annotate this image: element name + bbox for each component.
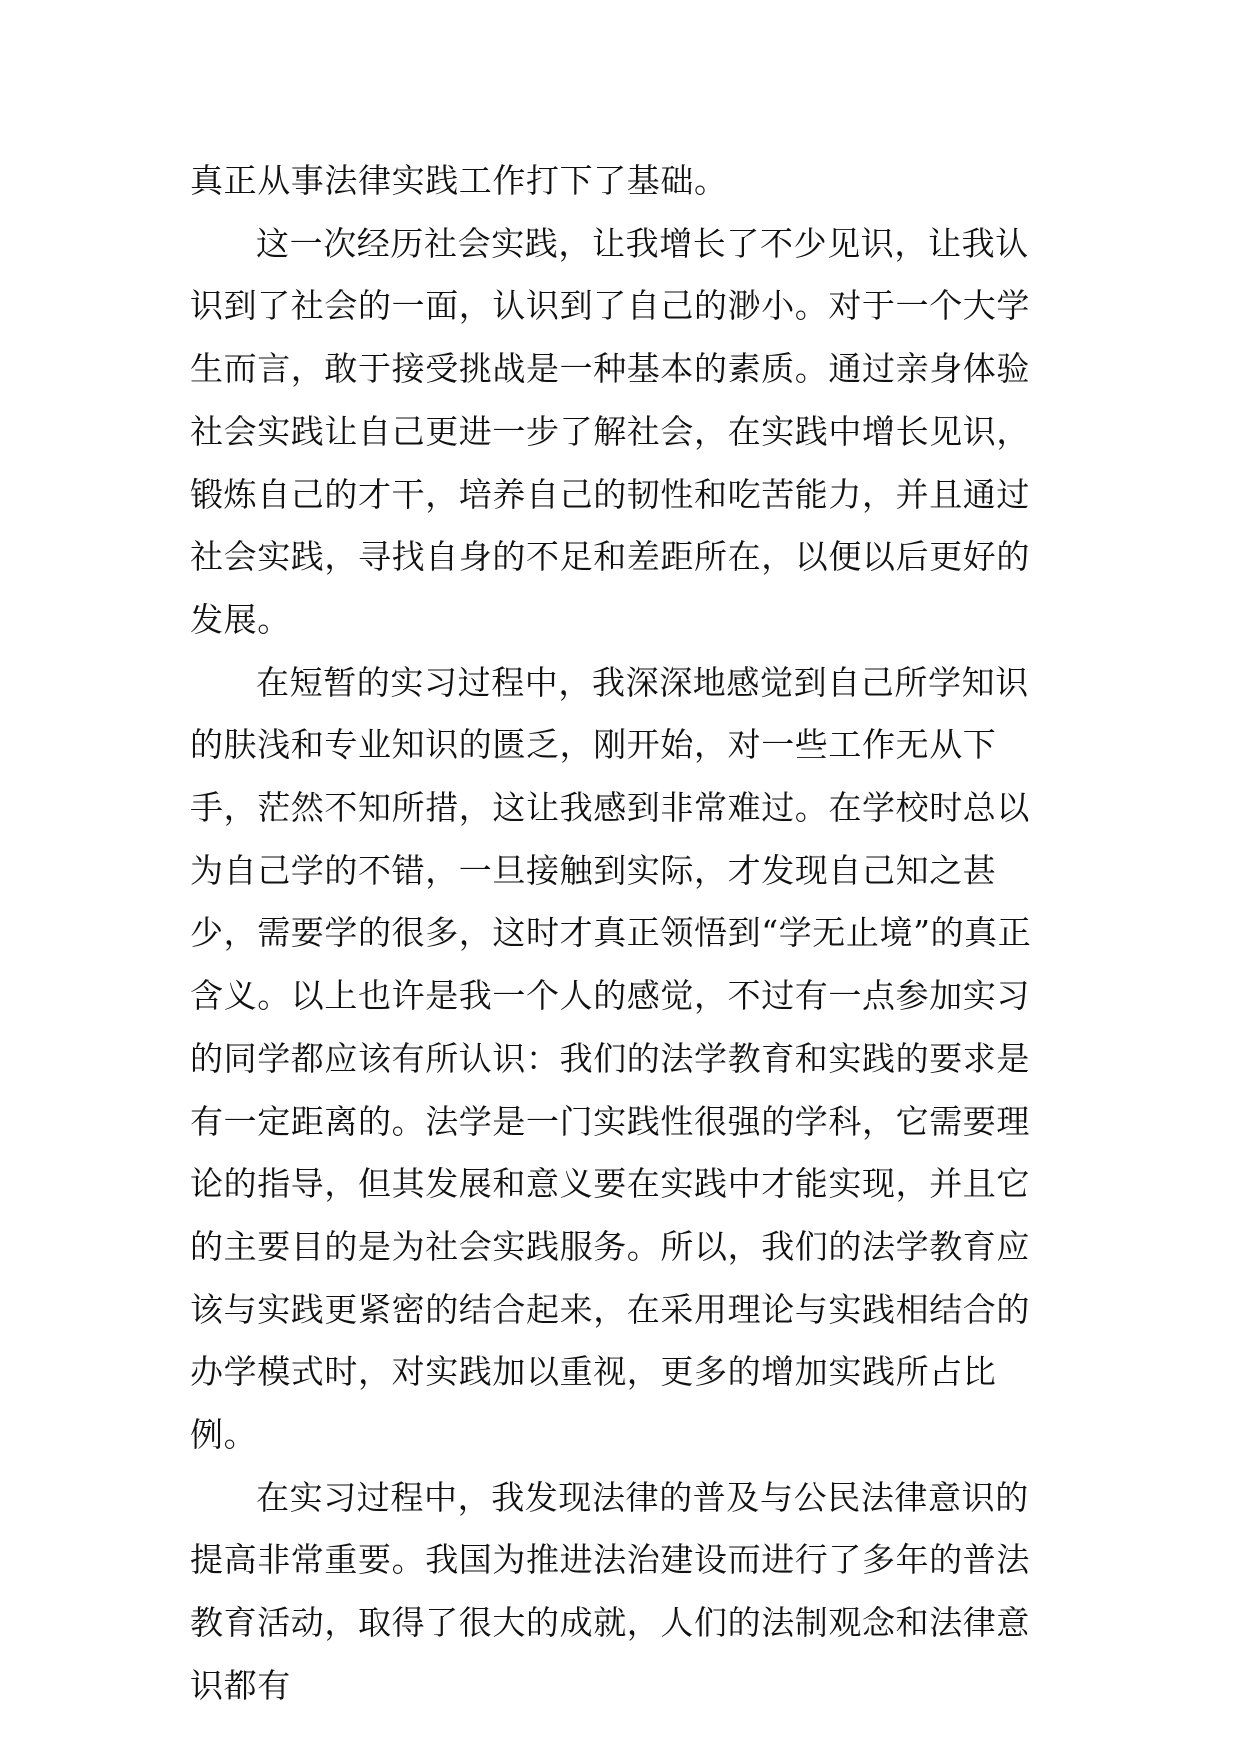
document-body xyxy=(190,150,1060,1718)
paragraph-legal-awareness: 在实习过程中，我发现法律的普及与公民法律意识的提高非常重要。我国为推进法治建设而进行了多年的普法教育活动，取得了很大的成就，人们的法制观念和法律意识都有 xyxy=(190,1477,1030,1705)
paragraph-social-practice: 这一次经历社会实践，让我增长了不少见识，让我认识到了社会的一面，认识到了自己的渺小。对于一个大学生而言，敢于接受挑战是一种基本的素质。通过亲身体验社会实践让自己更进一步了解社会，在实践中增长见识，锻炼自己的才干，培养自己的韧性和吃苦能力，并且通过社会实践，寻找自身的不足和差距所在，以便以后更好的发展。 xyxy=(190,223,1030,639)
paragraph-continuation: 真正从事法律实践工作打下了基础。 xyxy=(190,161,728,200)
paragraph-internship-reflection: 在短暂的实习过程中，我深深地感觉到自己所学知识的肤浅和专业知识的匮乏，刚开始，对一些工作无从下手，茫然不知所措，这让我感到非常难过。在学校时总以为自己学的不错，一旦接触到实际，才发现自己知之甚少，需要学的很多，这时才真正领悟到“学无止境”的真正含义。以上也许是我一个人的感觉，不过有一点参加实习的同学都应该有所认识：我们的法学教育和实践的要求是有一定距离的。法学是一门实践性很强的学科，它需要理论的指导，但其发展和意义要在实践中才能实现，并且它的主要目的是为社会实践服务。所以，我们的法学教育应该与实践更紧密的结合起来，在采用理论与实践相结合的办学模式时，对实践加以重视，更多的增加实践所占比例。 xyxy=(190,662,1032,1455)
